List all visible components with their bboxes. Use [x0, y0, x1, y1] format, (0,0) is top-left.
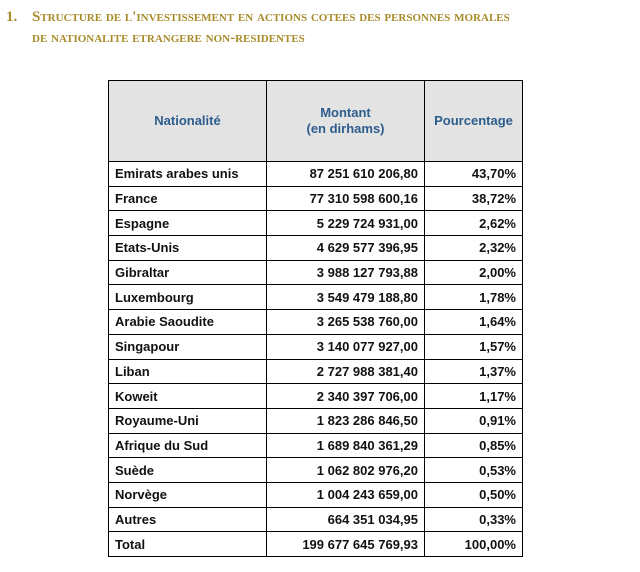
cell-pourcentage: 1,64% [425, 310, 523, 335]
cell-pourcentage: 100,00% [425, 532, 523, 557]
table-row [109, 260, 523, 285]
cell-montant: 1 062 802 976,20 [267, 458, 425, 483]
cell-pourcentage: 0,85% [425, 433, 523, 458]
cell-nationalite: Singapour [109, 334, 267, 359]
header-montant-line1: Montant [320, 105, 371, 120]
cell-montant: 3 549 479 188,80 [267, 285, 425, 310]
table-row [109, 408, 523, 433]
cell-nationalite: Espagne [109, 211, 267, 236]
cell-montant: 87 251 610 206,80 [267, 162, 425, 187]
table-row [109, 186, 523, 211]
cell-montant: 4 629 577 396,95 [267, 236, 425, 261]
table-row [109, 236, 523, 261]
cell-pourcentage: 0,53% [425, 458, 523, 483]
cell-pourcentage: 0,50% [425, 482, 523, 507]
table-row [109, 458, 523, 483]
cell-montant: 3 265 538 760,00 [267, 310, 425, 335]
cell-nationalite: Emirats arabes unis [109, 162, 267, 187]
table-row [109, 532, 523, 557]
header-pourcentage: Pourcentage [425, 81, 523, 162]
cell-pourcentage: 1,37% [425, 359, 523, 384]
cell-montant: 2 340 397 706,00 [267, 384, 425, 409]
investment-table [108, 80, 523, 557]
cell-montant: 199 677 645 769,93 [267, 532, 425, 557]
cell-nationalite: Arabie Saoudite [109, 310, 267, 335]
table-row [109, 507, 523, 532]
cell-pourcentage: 1,78% [425, 285, 523, 310]
cell-montant: 3 140 077 927,00 [267, 334, 425, 359]
table-body [109, 162, 523, 557]
cell-pourcentage: 2,62% [425, 211, 523, 236]
cell-pourcentage: 2,00% [425, 260, 523, 285]
cell-nationalite: France [109, 186, 267, 211]
table-row [109, 285, 523, 310]
cell-nationalite: Afrique du Sud [109, 433, 267, 458]
cell-nationalite: Etats-Unis [109, 236, 267, 261]
table-row [109, 384, 523, 409]
cell-pourcentage: 2,32% [425, 236, 523, 261]
heading-text-1: Structure de l'investissement en actions cotees des personnes morales [32, 9, 510, 25]
cell-montant: 1 823 286 846,50 [267, 408, 425, 433]
section-heading [6, 7, 636, 49]
cell-montant: 3 988 127 793,88 [267, 260, 425, 285]
cell-pourcentage: 38,72% [425, 186, 523, 211]
cell-nationalite: Koweit [109, 384, 267, 409]
heading-line-1 [6, 7, 636, 28]
cell-nationalite: Total [109, 532, 267, 557]
cell-nationalite: Suède [109, 458, 267, 483]
cell-nationalite: Royaume-Uni [109, 408, 267, 433]
cell-pourcentage: 0,91% [425, 408, 523, 433]
cell-pourcentage: 1,57% [425, 334, 523, 359]
heading-line-2: de nationalite etrangere non-residentes [32, 30, 305, 46]
cell-pourcentage: 0,33% [425, 507, 523, 532]
cell-nationalite: Liban [109, 359, 267, 384]
cell-montant: 5 229 724 931,00 [267, 211, 425, 236]
cell-nationalite: Gibraltar [109, 260, 267, 285]
table-row [109, 482, 523, 507]
cell-nationalite: Norvège [109, 482, 267, 507]
cell-montant: 77 310 598 600,16 [267, 186, 425, 211]
cell-montant: 2 727 988 381,40 [267, 359, 425, 384]
cell-pourcentage: 43,70% [425, 162, 523, 187]
cell-montant: 664 351 034,95 [267, 507, 425, 532]
table-row [109, 433, 523, 458]
cell-nationalite: Luxembourg [109, 285, 267, 310]
header-nationalite: Nationalité [109, 81, 267, 162]
table-row [109, 211, 523, 236]
cell-pourcentage: 1,17% [425, 384, 523, 409]
cell-montant: 1 689 840 361,29 [267, 433, 425, 458]
section-number: 1. [6, 9, 18, 25]
header-montant-line2: (en dirhams) [306, 121, 385, 136]
table-row [109, 162, 523, 187]
table-row [109, 359, 523, 384]
header-montant [267, 81, 425, 162]
table-row [109, 310, 523, 335]
table-header-row [109, 81, 523, 162]
cell-montant: 1 004 243 659,00 [267, 482, 425, 507]
cell-nationalite: Autres [109, 507, 267, 532]
table-row [109, 334, 523, 359]
